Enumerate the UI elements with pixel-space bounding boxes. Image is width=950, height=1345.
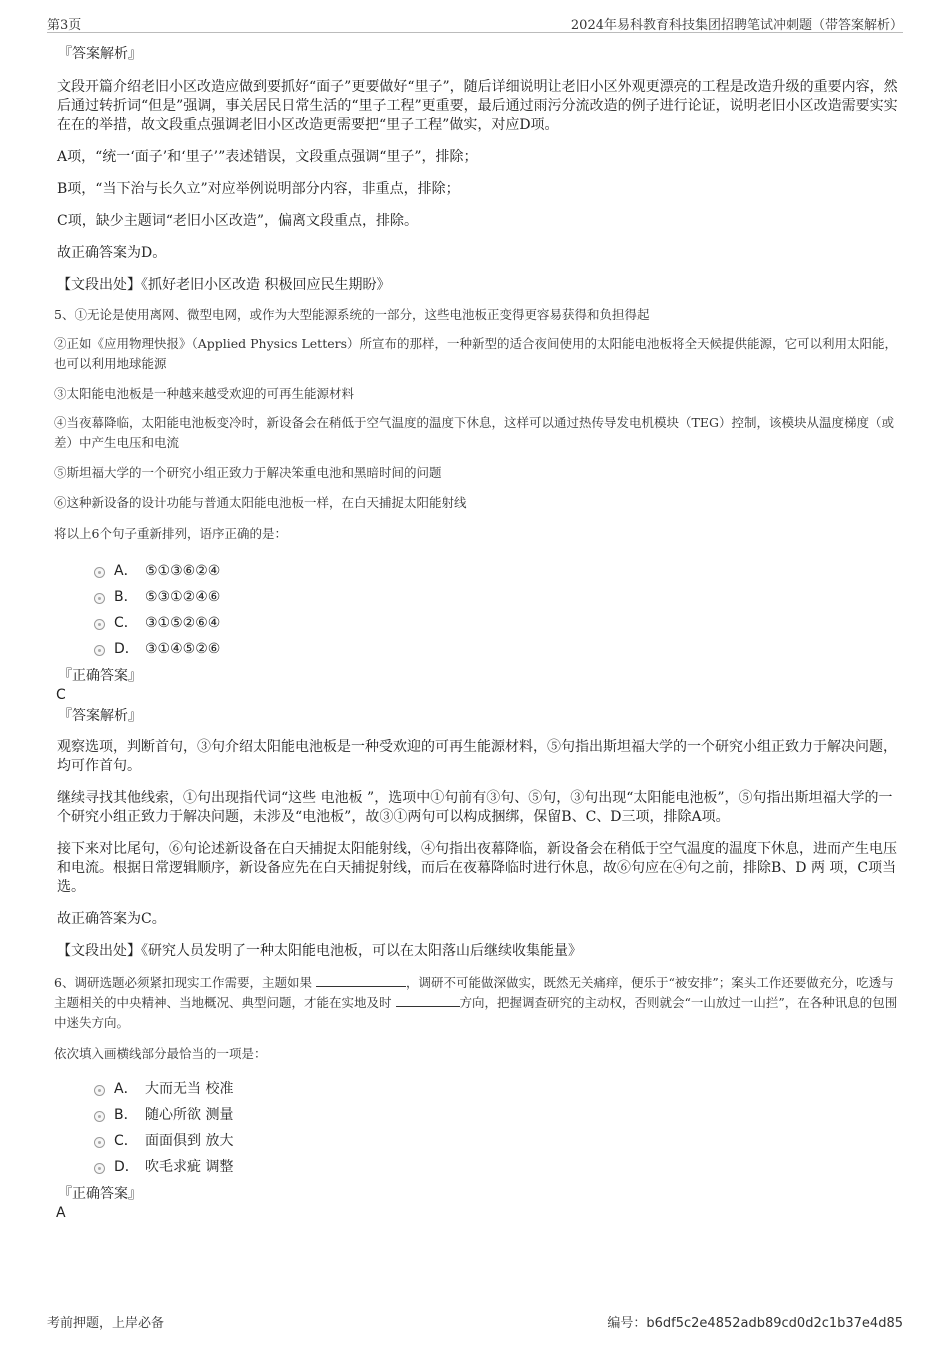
- analysis-paragraph: A项，“统一‘面子’和‘里子’”表述错误，文段重点强调“里子”，排除；: [57, 149, 478, 165]
- question-5: [54, 305, 904, 961]
- option-c[interactable]: [94, 1128, 904, 1154]
- source-citation: 【文段出处】《研究人员发明了一种太阳能电池板，可以在太阳落山后继续收集能量》: [57, 943, 582, 959]
- footer-slogan: 考前押题，上岸必备: [47, 1316, 165, 1331]
- radio-button[interactable]: [94, 645, 105, 656]
- option-letter: A．: [114, 1081, 138, 1097]
- option-d[interactable]: [94, 636, 904, 662]
- option-text: 吹毛求疵 调整: [145, 1159, 234, 1175]
- option-letter: C．: [114, 615, 138, 631]
- question-6: [54, 973, 904, 1222]
- correct-answer-label: 『正确答案』: [58, 668, 142, 684]
- analysis-paragraph: B项，“当下治与长久立”对应举例说明部分内容，非重点，排除；: [57, 181, 460, 197]
- question-sentence: ⑥这种新设备的设计功能与普通太阳能电池板一样，在白天捕捉太阳能射线: [54, 495, 467, 510]
- radio-button[interactable]: [94, 1111, 105, 1122]
- answer-options: [94, 1076, 904, 1180]
- page-header: [47, 12, 903, 33]
- option-letter: B．: [114, 1107, 138, 1123]
- document-code-value: b6df5c2e4852adb89cd0d2c1b37e4d85: [646, 1316, 903, 1331]
- correct-answer-label: 『正确答案』: [58, 1186, 142, 1202]
- question-sentence: ④当夜幕降临，太阳能电池板变冷时，新设备会在稍低于空气温度的温度下休息，这样可以通过热传导发电机模块（TEG）控制，该模块从温度梯度（或差）中产生电压和电流: [54, 415, 894, 450]
- option-a[interactable]: [94, 558, 904, 584]
- source-citation: 【文段出处】《抓好老旧小区改造 积极回应民生期盼》: [57, 277, 391, 293]
- option-text: 面面俱到 放大: [145, 1133, 234, 1149]
- question-prompt: 依次填入画横线部分最恰当的一项是：: [54, 1046, 267, 1061]
- option-b[interactable]: [94, 1102, 904, 1128]
- document-title: 2024年易科教育科技集团招聘笔试冲刺题（带答案解析）: [570, 18, 903, 33]
- radio-button[interactable]: [94, 1163, 105, 1174]
- correct-answer: A: [56, 1205, 66, 1221]
- option-text: 大而无当 校准: [145, 1081, 234, 1097]
- option-letter: D．: [114, 1159, 139, 1175]
- answer-analysis-label: 『答案解析』: [58, 708, 142, 724]
- option-text: ⑤①③⑥②④: [145, 563, 221, 579]
- fill-blank: [316, 974, 406, 987]
- analysis-paragraph: 观察选项，判断首句，③句介绍太阳能电池板是一种受欢迎的可再生能源材料，⑤句指出斯坦福大学的一个研究小组正致力于解决问题，均可作首句。: [57, 739, 897, 774]
- option-c[interactable]: [94, 610, 904, 636]
- option-letter: A．: [114, 563, 138, 579]
- option-letter: C．: [114, 1133, 138, 1149]
- question-sentence: 5、①无论是使用离网、微型电网，或作为大型能源系统的一部分，这些电池板正变得更容易获得和负担得起: [54, 307, 650, 322]
- correct-answer: C: [56, 687, 66, 703]
- option-text: 随心所欲 测量: [145, 1107, 234, 1123]
- page-content: [54, 44, 904, 1222]
- option-text: ⑤③①②④⑥: [145, 589, 221, 605]
- option-b[interactable]: [94, 584, 904, 610]
- analysis-paragraph: 故正确答案为D。: [57, 245, 167, 261]
- question-sentence: ⑤斯坦福大学的一个研究小组正致力于解决笨重电池和黑暗时间的问题: [54, 465, 442, 480]
- question-text: 方向，把握调查研究的主动权，否则就会“一山放过一山拦”，在各种讯息的包围中迷失方向。: [54, 995, 898, 1030]
- question-text: 6、调研选题必须紧扣现实工作需要，主题如果: [54, 975, 312, 990]
- radio-button[interactable]: [94, 619, 105, 630]
- document-code-label: 编号：: [607, 1316, 647, 1331]
- answer-analysis-label: 『答案解析』: [58, 46, 142, 62]
- page-number: 第3页: [47, 18, 82, 33]
- question-text: ，调研不可能做深做实，既然无关痛痒，便乐于“被安排”；案头工作还要做充分，吃透与主题相关的中央精神、当地概况、典型问题，才能在实地及时: [54, 975, 894, 1010]
- option-letter: D．: [114, 641, 139, 657]
- question-sentence: ②正如《应用物理快报》（Applied Physics Letters）所宣布的那样，一种新型的适合夜间使用的太阳能电池板将全天候提供能源，它可以利用太阳能，也可以利用地球能源: [54, 336, 898, 371]
- analysis-paragraph: 故正确答案为C。: [57, 911, 166, 927]
- question-stem: [54, 973, 904, 1033]
- question-prompt: 将以上6个句子重新排列，语序正确的是：: [54, 526, 287, 541]
- question-sentence: ③太阳能电池板是一种越来越受欢迎的可再生能源材料: [54, 386, 355, 401]
- radio-button[interactable]: [94, 593, 105, 604]
- option-text: ③①⑤②⑥④: [145, 615, 221, 631]
- analysis-paragraph: C项，缺少主题词“老旧小区改造”，偏离文段重点，排除。: [57, 213, 419, 229]
- radio-button[interactable]: [94, 1137, 105, 1148]
- analysis-paragraph: 文段开篇介绍老旧小区改造应做到要抓好“面子”更要做好“里子”，随后详细说明让老旧小区外观更漂亮的工程是改造升级的重要内容，然后通过转折词“但是”强调，事关居民日常生活的“里子工程”更重要，最后通过雨污分流改造的例子进行论证，说明老旧小区改造需要实实在在的举措，故文段重点强调老旧小区改造更需要把“里子工程”做实，对应D项。: [57, 79, 898, 133]
- radio-button[interactable]: [94, 567, 105, 578]
- document-code: [607, 1312, 903, 1331]
- radio-button[interactable]: [94, 1085, 105, 1096]
- option-d[interactable]: [94, 1154, 904, 1180]
- option-text: ③①④⑤②⑥: [145, 641, 221, 657]
- analysis-paragraph: 继续寻找其他线索，①句出现指代词“这些 电池板 ”，选项中①句前有③句、⑤句，③句出现“太阳能电池板”，⑤句指出斯坦福大学的一个研究小组正致力于解决问题，未涉及“电池板”，故③①两句可以构成捆绑，保留B、C、D三项，排除A项。: [57, 790, 893, 825]
- fill-blank: [396, 994, 460, 1007]
- answer-options: [94, 558, 904, 662]
- option-a[interactable]: [94, 1076, 904, 1102]
- option-letter: B．: [114, 589, 138, 605]
- analysis-paragraph: 接下来对比尾句，⑥句论述新设备在白天捕捉太阳能射线，④句指出夜幕降临，新设备会在稍低于空气温度的温度下休息，进而产生电压和电流。根据日常逻辑顺序，新设备应先在白天捕捉射线，而后在夜幕降临时进行休息，故⑥句应在④句之前，排除B、D 两 项，C项当选。: [57, 841, 897, 895]
